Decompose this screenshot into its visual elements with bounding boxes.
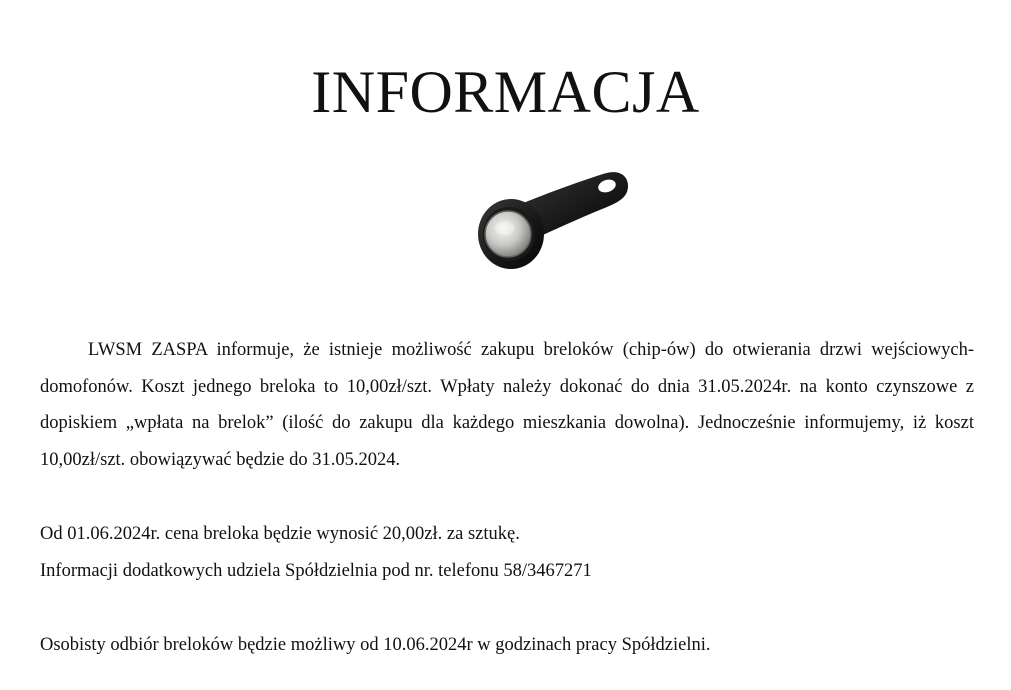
key-fob-icon (475, 162, 640, 277)
notice-body (40, 332, 974, 664)
price-change-paragraph: Od 01.06.2024r. cena breloka będzie wynosić 20,00zł. za sztukę. (40, 524, 520, 544)
pickup-paragraph: Osobisty odbiór breloków będzie możliwy od 10.06.2024r w godzinach pracy Spółdzielni. (40, 635, 711, 655)
main-paragraph: LWSM ZASPA informuje, że istnieje możliwość zakupu breloków (chip-ów) do otwierania drzwi wejściowych- domofonów. Koszt jednego breloka to 10,00zł/szt. Wpłaty należy dokonać do dnia 31.05.2024r. na konto czynszowe z dopiskiem „wpłata na brelok” (ilość do zakupu dla każdego mieszkania dowolna). Jednocześnie informujemy, iż koszt 10,00zł/szt. obowiązywać będzie do 31.05.2024. (40, 340, 974, 470)
page-title: INFORMACJA (311, 59, 700, 125)
contact-paragraph: Informacji dodatkowych udziela Spółdzielnia pod nr. telefonu 58/3467271 (40, 560, 592, 581)
